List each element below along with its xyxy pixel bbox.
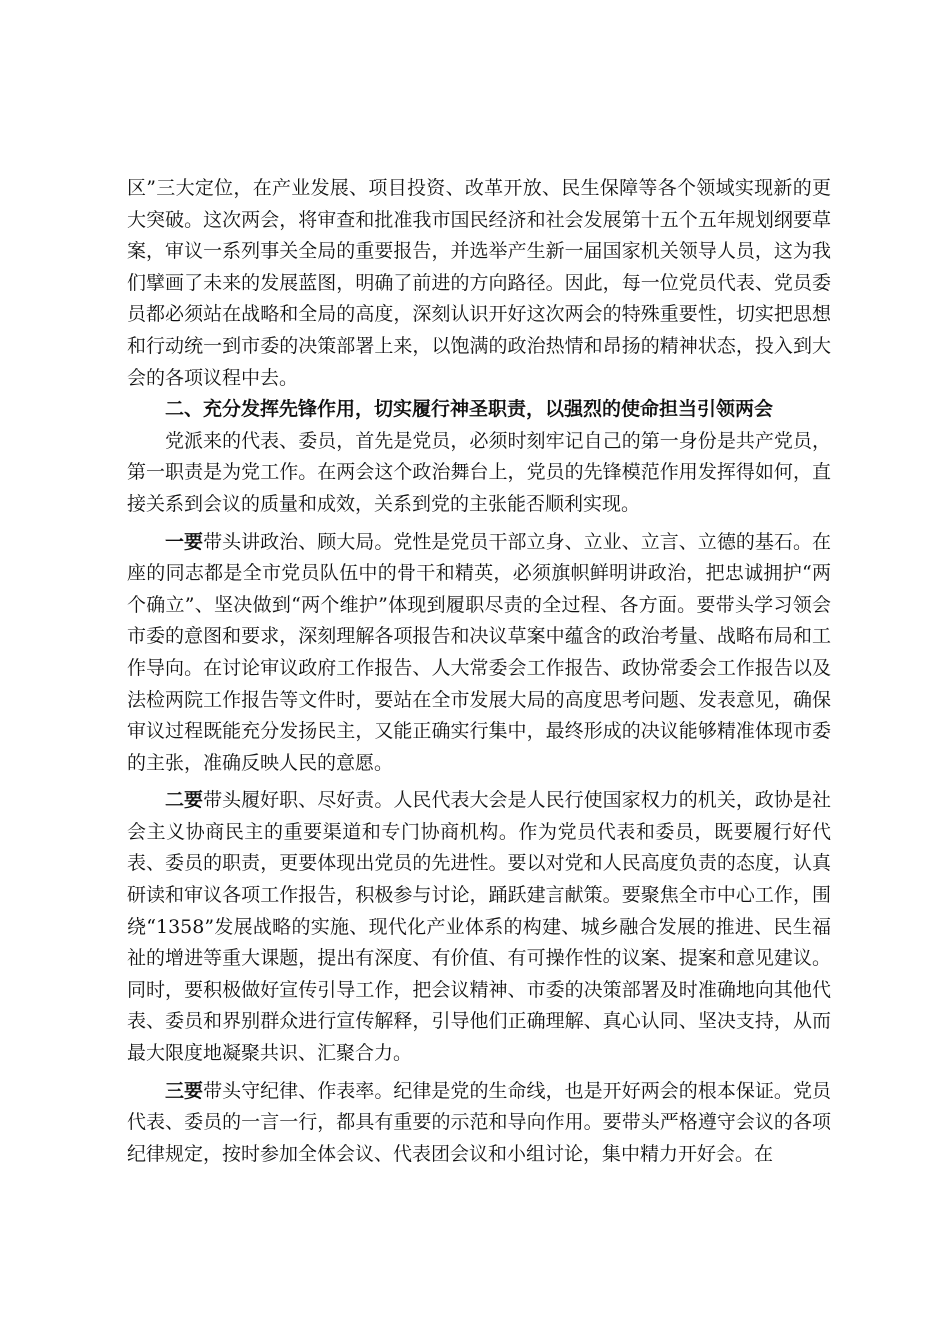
- section-heading: 二、充分发挥先锋作用，切实履行神圣职责，以强烈的使命担当引领两会: [165, 398, 774, 421]
- paragraph-2: 党派来的代表、委员，首先是党员，必须时刻牢记自己的第一身份是共产党员，第一职责是为党工作。在两会这个政治舞台上，党员的先锋模范作用发挥得如何，直接关系到会议的质量和成效，关系到党的主张能否顺利实现。: [127, 429, 831, 515]
- paragraph-1: 区”三大定位，在产业发展、项目投资、改革开放、民生保障等各个领域实现新的更大突破。这次两会，将审查和批准我市国民经济和社会发展第十五个五年规划纲要草案，审议一系列事关全局的重要报告，并选举产生新一届国家机关领导人员，这为我们擘画了未来的发展蓝图，明确了前进的方向路径。因此，每一位党员代表、党员委员都必须站在战略和全局的高度，深刻认识开好这次两会的特殊重要性，切实把思想和行动统一到市委的决策部署上来，以饱满的政治热情和昂扬的精神状态，投入到大会的各项议程中去。: [127, 177, 831, 389]
- paragraph-3-lead: 一要: [165, 530, 204, 553]
- paragraph-4: [127, 785, 831, 1069]
- paragraph-5-lead: 三要: [165, 1079, 204, 1102]
- paragraph-5-text: 带头守纪律、作表率。纪律是党的生命线，也是开好两会的根本保证。党员代表、委员的一言一行，都具有重要的示范和导向作用。要带头严格遵守会议的各项纪律规定，按时参加全体会议、代表团会议和小组讨论，集中精力开好会。在: [127, 1079, 831, 1165]
- paragraph-4-text: 带头履好职、尽好责。人民代表大会是人民行使国家权力的机关，政协是社会主义协商民主的重要渠道和专门协商机构。作为党员代表和委员，既要履行好代表、委员的职责，更要体现出党员的先进性。要以对党和人民高度负责的态度，认真研读和审议各项工作报告，积极参与讨论，踊跃建言献策。要聚焦全市中心工作，围绕“1358”发展战略的实施、现代化产业体系的构建、城乡融合发展的推进、民生福祉的增进等重大课题，提出有深度、有价值、有可操作性的议案、提案和意见建议。同时，要积极做好宣传引导工作，把会议精神、市委的决策部署及时准确地向其他代表、委员和界别群众进行宣传解释，引导他们正确理解、真心认同、坚决支持，从而最大限度地凝聚共识、汇聚合力。: [127, 789, 831, 1065]
- paragraph-3: [127, 527, 831, 780]
- paragraph-5: [127, 1076, 831, 1171]
- paragraph-3-text: 带头讲政治、顾大局。党性是党员干部立身、立业、立言、立德的基石。在座的同志都是全市党员队伍中的骨干和精英，必须旗帜鲜明讲政治，把忠诚拥护“两个确立”、坚决做到“两个维护”体现到履职尽责的全过程、各方面。要带头学习领会市委的意图和要求，深刻理解各项报告和决议草案中蕴含的政治考量、战略布局和工作导向。在讨论审议政府工作报告、人大常委会工作报告、政协常委会工作报告以及法检两院工作报告等文件时，要站在全市发展大局的高度思考问题、发表意见，确保审议过程既能充分发扬民主，又能正确实行集中，最终形成的决议能够精准体现市委的主张，准确反映人民的意愿。: [127, 530, 831, 774]
- paragraph-4-lead: 二要: [165, 789, 204, 812]
- document-body: [127, 173, 831, 1170]
